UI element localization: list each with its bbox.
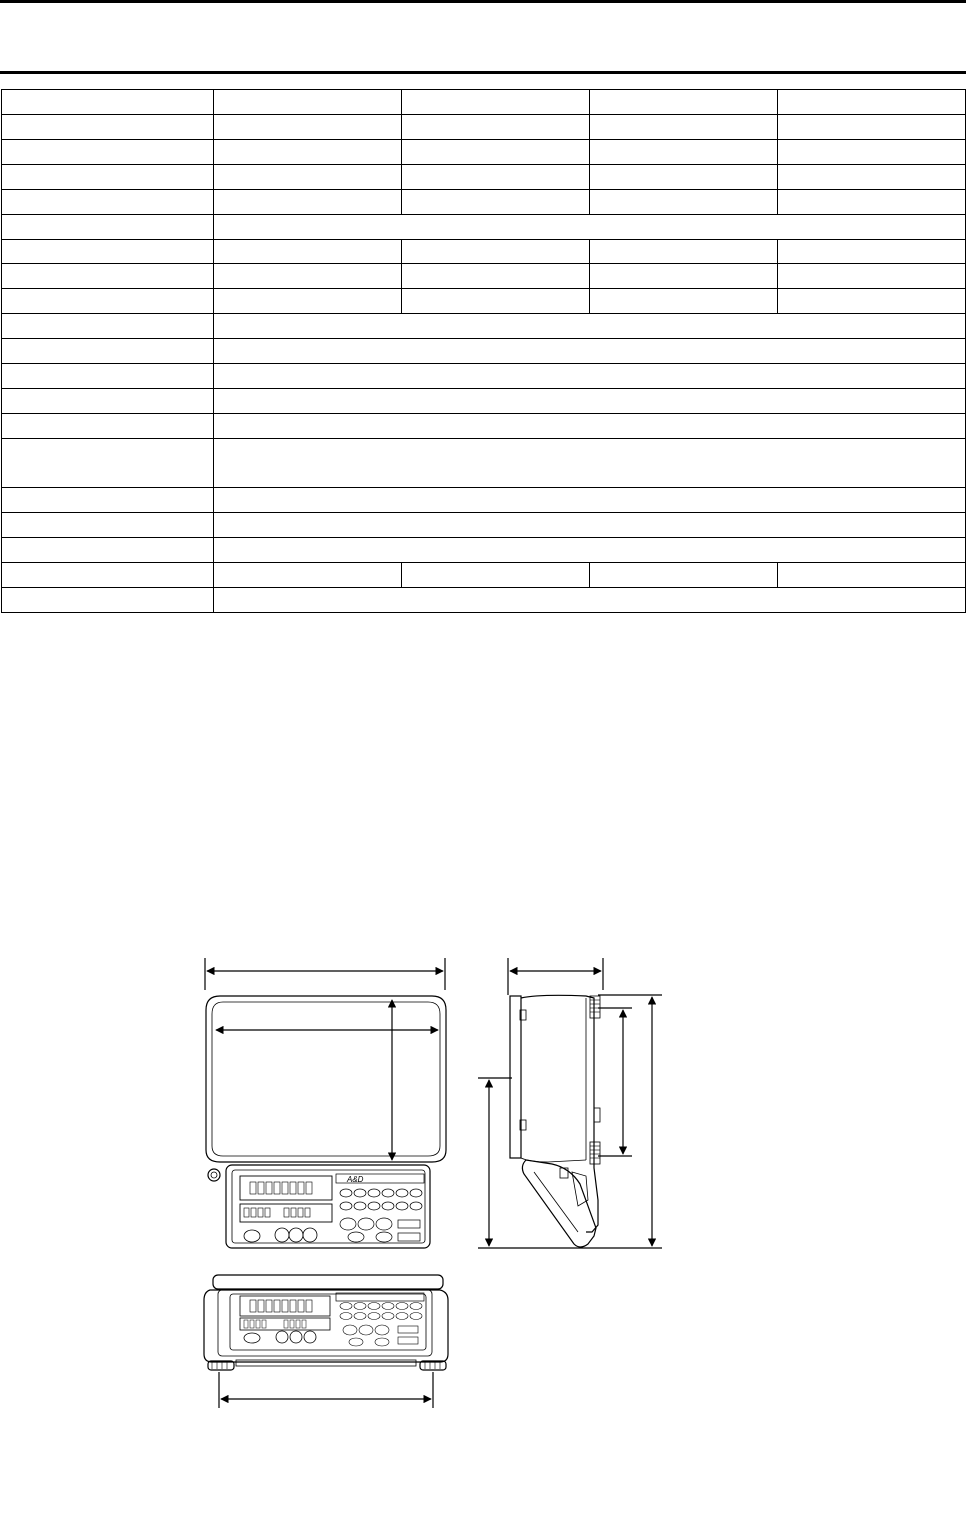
- table-cell: [2, 289, 214, 314]
- table-cell-merged: [214, 314, 966, 339]
- table-cell: [402, 115, 590, 140]
- table-cell-merged: [214, 513, 966, 538]
- table-cell: [2, 339, 214, 364]
- header-rule: [0, 71, 966, 74]
- table-cell: [778, 563, 966, 588]
- table-row: [2, 563, 966, 588]
- table-cell: [778, 190, 966, 215]
- table-cell: [2, 115, 214, 140]
- table-cell: [2, 240, 214, 264]
- table-cell: [2, 563, 214, 588]
- table-cell: [2, 538, 214, 563]
- table-row: [2, 140, 966, 165]
- table-cell: [402, 289, 590, 314]
- brand-logo: A&D: [347, 1175, 364, 1184]
- table-cell: [2, 488, 214, 513]
- table-cell: [778, 289, 966, 314]
- table-row: [2, 115, 966, 140]
- level-bubble-icon: [208, 1169, 220, 1181]
- table-cell: [778, 264, 966, 289]
- table-cell: [590, 90, 778, 115]
- table-cell: [590, 165, 778, 190]
- table-cell-merged: [214, 339, 966, 364]
- table-cell: [214, 289, 402, 314]
- table-cell: [214, 165, 402, 190]
- table-cell: [402, 240, 590, 264]
- table-cell: [2, 215, 214, 240]
- table-row: [2, 588, 966, 613]
- display-panel: [226, 1165, 430, 1248]
- table-cell-merged: [214, 588, 966, 613]
- table-cell: [2, 389, 214, 414]
- table-cell: [2, 140, 214, 165]
- table-cell: [590, 240, 778, 264]
- table-cell: [2, 513, 214, 538]
- table-cell: [778, 90, 966, 115]
- table-row: [2, 165, 966, 190]
- table-row: [2, 414, 966, 439]
- front-view: [204, 1275, 448, 1408]
- table-row: [2, 364, 966, 389]
- table-cell-merged: [214, 538, 966, 563]
- table-cell: [214, 140, 402, 165]
- table-cell: [2, 264, 214, 289]
- specifications-table: [1, 89, 966, 613]
- table-cell: [778, 140, 966, 165]
- table-row: [2, 240, 966, 264]
- table-cell: [778, 240, 966, 264]
- table-cell: [590, 264, 778, 289]
- table-row: [2, 488, 966, 513]
- table-cell: [214, 563, 402, 588]
- table-cell: [2, 414, 214, 439]
- side-view: [478, 958, 662, 1248]
- table-cell: [2, 90, 214, 115]
- table-cell-merged: [214, 364, 966, 389]
- table-row: [2, 389, 966, 414]
- table-cell: [402, 140, 590, 165]
- table-row: [2, 339, 966, 364]
- table-row: [2, 215, 966, 240]
- table-cell: [2, 439, 214, 488]
- table-cell: [778, 115, 966, 140]
- table-cell: [2, 190, 214, 215]
- table-cell: [214, 90, 402, 115]
- table-cell: [402, 190, 590, 215]
- table-cell: [402, 563, 590, 588]
- table-cell: [590, 115, 778, 140]
- table-cell: [590, 190, 778, 215]
- table-cell-merged: [214, 414, 966, 439]
- table-cell-merged: [214, 389, 966, 414]
- table-cell: [590, 140, 778, 165]
- table-row: [2, 264, 966, 289]
- top-rule: [0, 0, 966, 3]
- table-cell: [402, 264, 590, 289]
- table-cell-merged: [214, 488, 966, 513]
- table-row: [2, 90, 966, 115]
- table-row: [2, 190, 966, 215]
- table-cell: [2, 165, 214, 190]
- table-row: [2, 513, 966, 538]
- table-cell-merged: [214, 439, 966, 488]
- table-cell: [2, 314, 214, 339]
- table-cell: [214, 264, 402, 289]
- top-view: [205, 958, 446, 1248]
- table-row: [2, 538, 966, 563]
- weighing-pan: [206, 996, 446, 1162]
- table-cell: [2, 364, 214, 389]
- table-cell: [214, 115, 402, 140]
- table-row: [2, 289, 966, 314]
- table-cell: [402, 165, 590, 190]
- table-cell: [402, 90, 590, 115]
- table-row: [2, 439, 966, 488]
- table-cell: [590, 563, 778, 588]
- table-cell-merged: [214, 215, 966, 240]
- dimension-drawing: [190, 950, 680, 1420]
- table-cell: [2, 588, 214, 613]
- table-cell: [590, 289, 778, 314]
- table-cell: [214, 190, 402, 215]
- table-cell: [214, 240, 402, 264]
- table-cell: [778, 165, 966, 190]
- table-row: [2, 314, 966, 339]
